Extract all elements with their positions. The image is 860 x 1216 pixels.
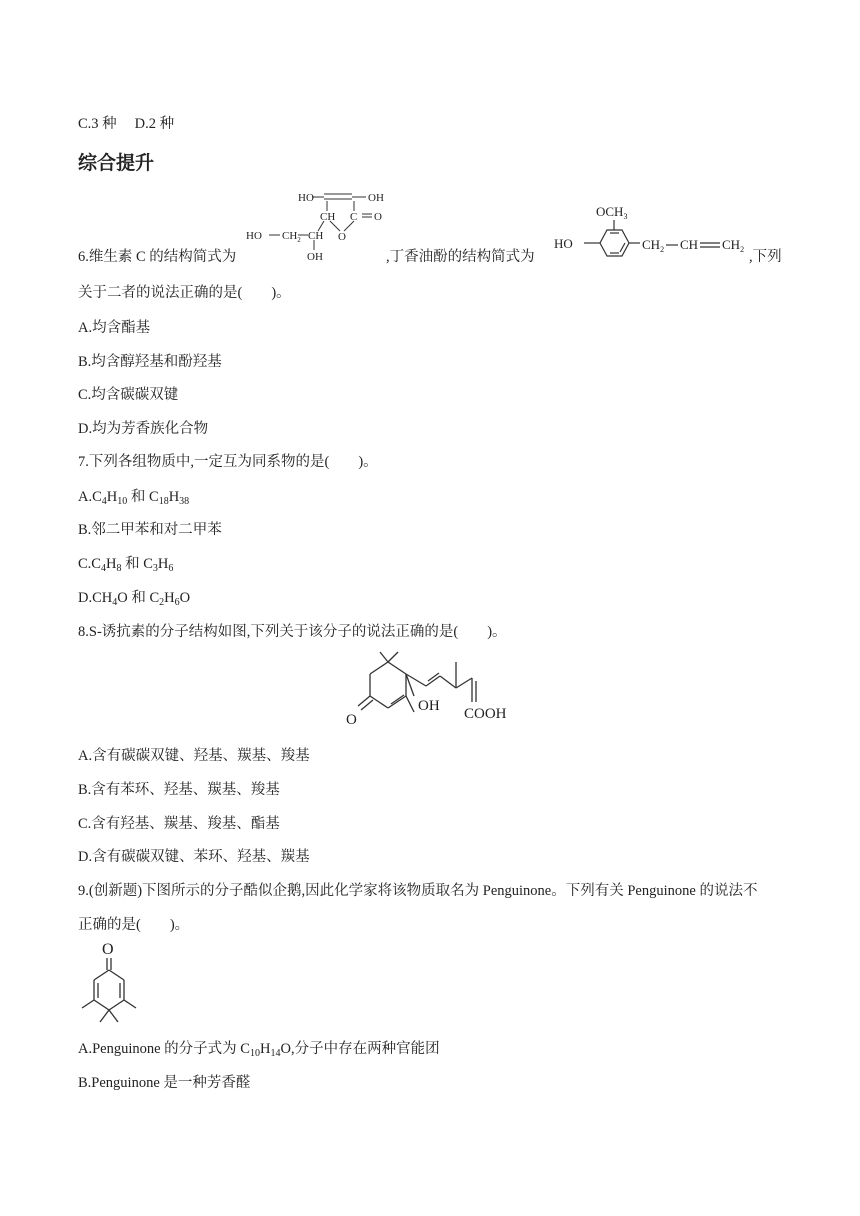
option-d: D.2 种 xyxy=(134,116,175,132)
q6-stem-a: 6.维生素 C 的结构简式为 xyxy=(78,249,237,265)
q9-stem-line2: 正确的是( )。 xyxy=(78,917,190,933)
q6-stem-c: ,下列 xyxy=(749,249,782,265)
q6-option-a: A.均含酯基 xyxy=(78,320,151,336)
q6-option-c: C.均含碳碳双键 xyxy=(78,387,179,403)
q6-stem-line2: 关于二者的说法正确的是( )。 xyxy=(78,285,291,301)
q8-option-a: A.含有碳碳双键、羟基、羰基、羧基 xyxy=(78,748,310,764)
vitamin-c-structure xyxy=(244,186,392,266)
q7-option-b: B.邻二甲苯和对二甲苯 xyxy=(78,522,222,538)
q6-option-b: B.均含醇羟基和酚羟基 xyxy=(78,354,222,370)
top-options-line xyxy=(78,112,174,133)
s-abscisic-acid-structure xyxy=(340,648,518,728)
eugenol-ho: HO xyxy=(554,236,573,251)
penguinone-o: O xyxy=(102,941,114,958)
q8-option-b: B.含有苯环、羟基、羰基、羧基 xyxy=(78,782,280,798)
abscisic-oh: OH xyxy=(418,698,440,714)
vitc-carbonyl-o: O xyxy=(374,211,382,223)
eugenol-terminal-ch2: $CH_2$ xyxy=(722,237,745,254)
section-title: 综合提升 xyxy=(78,152,155,174)
vitc-ho-top: HO xyxy=(298,192,314,204)
q7-option-d: $D.CH_4O$ 和 $C_2H_6O$ xyxy=(78,590,191,608)
vitc-ho-left: HO xyxy=(246,230,262,242)
q8-option-d: D.含有碳碳双键、苯环、羟基、羰基 xyxy=(78,849,310,865)
eugenol-ch: CH xyxy=(680,237,699,252)
q9-stem-line1: 9.(创新题)下图所示的分子酷似企鹅,因此化学家将该物质取名为 Penguinone。下列有关 Penguinone 的说法不 xyxy=(78,883,758,899)
option-c: C.3 种 xyxy=(78,116,117,132)
eugenol-ch2: $CH_2$ xyxy=(642,237,665,254)
vitc-oh-top: OH xyxy=(368,192,384,204)
q9-option-a: A.Penguinone 的分子式为 $C_{10}H_{14}O$,分子中存在两种官能团 xyxy=(78,1041,440,1059)
q9-option-b: B.Penguinone 是一种芳香醛 xyxy=(78,1075,251,1091)
vitc-oh-bottom: OH xyxy=(307,251,323,263)
q6-option-d: D.均为芳香族化合物 xyxy=(78,421,209,437)
eugenol-och3: $OCH_3$ xyxy=(596,204,628,221)
q7-option-c: $C.C_4H_8$ 和 $C_3H_6$ xyxy=(78,556,174,574)
penguinone-structure xyxy=(78,938,144,1024)
abscisic-o: O xyxy=(346,712,357,728)
abscisic-cooh: COOH xyxy=(464,706,507,722)
q8-option-c: C.含有羟基、羰基、羧基、酯基 xyxy=(78,816,280,832)
q7-option-a: $A.C_4H_{10}$ 和 $C_{18}H_{38}$ xyxy=(78,489,190,507)
eugenol-structure xyxy=(552,202,768,264)
vitc-c: C xyxy=(350,211,358,223)
q8-stem: 8.S-诱抗素的分子结构如图,下列关于该分子的说法正确的是( )。 xyxy=(78,624,507,640)
q6-stem-b: ,丁香油酚的结构简式为 xyxy=(386,249,535,265)
vitc-ch2: $CH_2$ xyxy=(282,230,301,244)
q7-stem: 7.下列各组物质中,一定互为同系物的是( )。 xyxy=(78,454,378,470)
vitc-ch: CH xyxy=(320,211,336,223)
vitc-ring-o: O xyxy=(338,231,346,243)
vitc-ch-b: CH xyxy=(308,230,324,242)
